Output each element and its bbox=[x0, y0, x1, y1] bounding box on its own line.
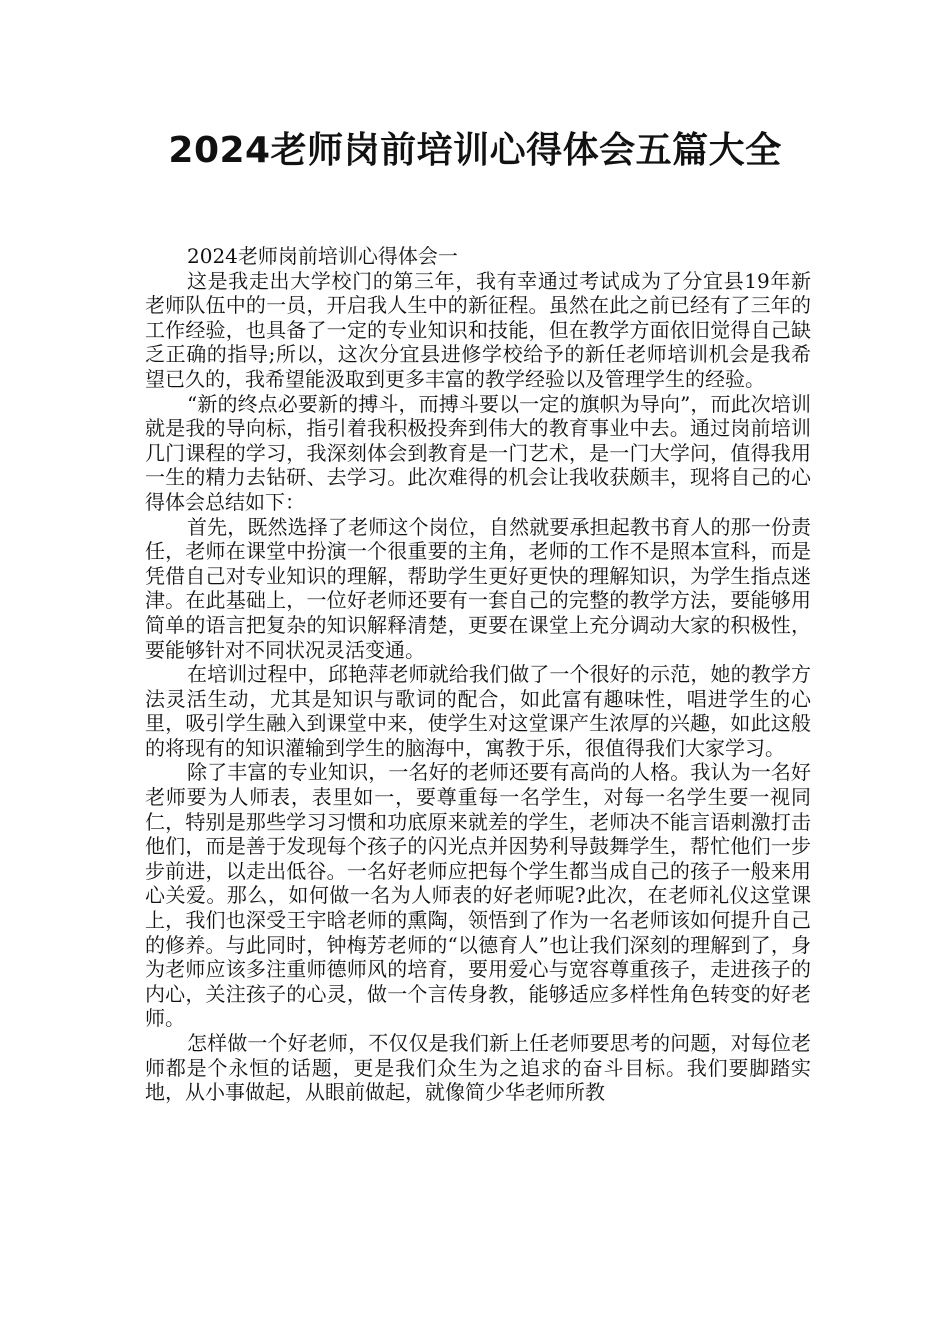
paragraph-1: 这是我走出大学校门的第三年，我有幸通过考试成为了分宜县19年新老师队伍中的一员，开启我人生中的新征程。虽然在此之前已经有了三年的工作经验，也具备了一定的专业知识和技能，但在教学方面依旧觉得自己缺乏正确的指导;所以，这次分宜县进修学校给予的新任老师培训机会是我希望已久的，我希望能汲取到更多丰富的教学经验以及管理学生的经验。 bbox=[145, 268, 811, 391]
paragraph-5: 除了丰富的专业知识，一名好的老师还要有高尚的人格。我认为一名好老师要为人师表，表里如一，要尊重每一名学生，对每一名学生要一视同仁，特别是那些学习习惯和功底原来就差的学生，老师决不能言语刺激打击他们，而是善于发现每个孩子的闪光点并因势利导鼓舞学生，帮忙他们一步步前进，以走出低谷。一名好老师应把每个学生都当成自己的孩子一般来用心关爱。那么，如何做一名为人师表的好老师呢?此次，在老师礼仪这堂课上，我们也深受王宇晗老师的熏陶，领悟到了作为一名老师该如何提升自己的修养。与此同时，钟梅芳老师的“以德育人”也让我们深刻的理解到了，身为老师应该多注重师德师风的培育，要用爱心与宽容尊重孩子，走进孩子的内心，关注孩子的心灵，做一个言传身教，能够适应多样性角色转变的好老师。 bbox=[145, 760, 811, 1031]
paragraph-6: 怎样做一个好老师，不仅仅是我们新上任老师要思考的问题，对每位老师都是个永恒的话题，更是我们众生为之追求的奋斗目标。我们要脚踏实地，从小事做起，从眼前做起，就像简少华老师所教 bbox=[145, 1031, 811, 1105]
section-heading: 2024老师岗前培训心得体会一 bbox=[187, 244, 458, 268]
paragraph-4: 在培训过程中，邱艳萍老师就给我们做了一个很好的示范，她的教学方法灵活生动，尤其是知识与歌词的配合，如此富有趣味性，唱进学生的心里，吸引学生融入到课堂中来，使学生对这堂课产生浓厚的兴趣，如此这般的将现有的知识灌输到学生的脑海中，寓教于乐，很值得我们大家学习。 bbox=[145, 662, 811, 760]
paragraph-3: 首先，既然选择了老师这个岗位，自然就要承担起教书育人的那一份责任，老师在课堂中扮演一个很重要的主角，老师的工作不是照本宣科，而是凭借自己对专业知识的理解，帮助学生更好更快的理解知识，为学生指点迷津。在此基础上，一位好老师还要有一套自己的完整的教学方法，要能够用简单的语言把复杂的知识解释清楚，更要在课堂上充分调动大家的积极性，要能够针对不同状况灵活变通。 bbox=[145, 514, 811, 662]
paragraph-2: “新的终点必要新的搏斗，而搏斗要以一定的旗帜为导向”，而此次培训就是我的导向标，指引着我积极投奔到伟大的教育事业中去。通过岗前培训几门课程的学习，我深刻体会到教育是一门艺术，是一门大学问，值得我用一生的精力去钻研、去学习。此次难得的机会让我收获颇丰，现将自己的心得体会总结如下： bbox=[145, 391, 811, 514]
document-body bbox=[145, 244, 811, 1105]
document-title: 2024老师岗前培训心得体会五篇大全 bbox=[168, 130, 782, 171]
